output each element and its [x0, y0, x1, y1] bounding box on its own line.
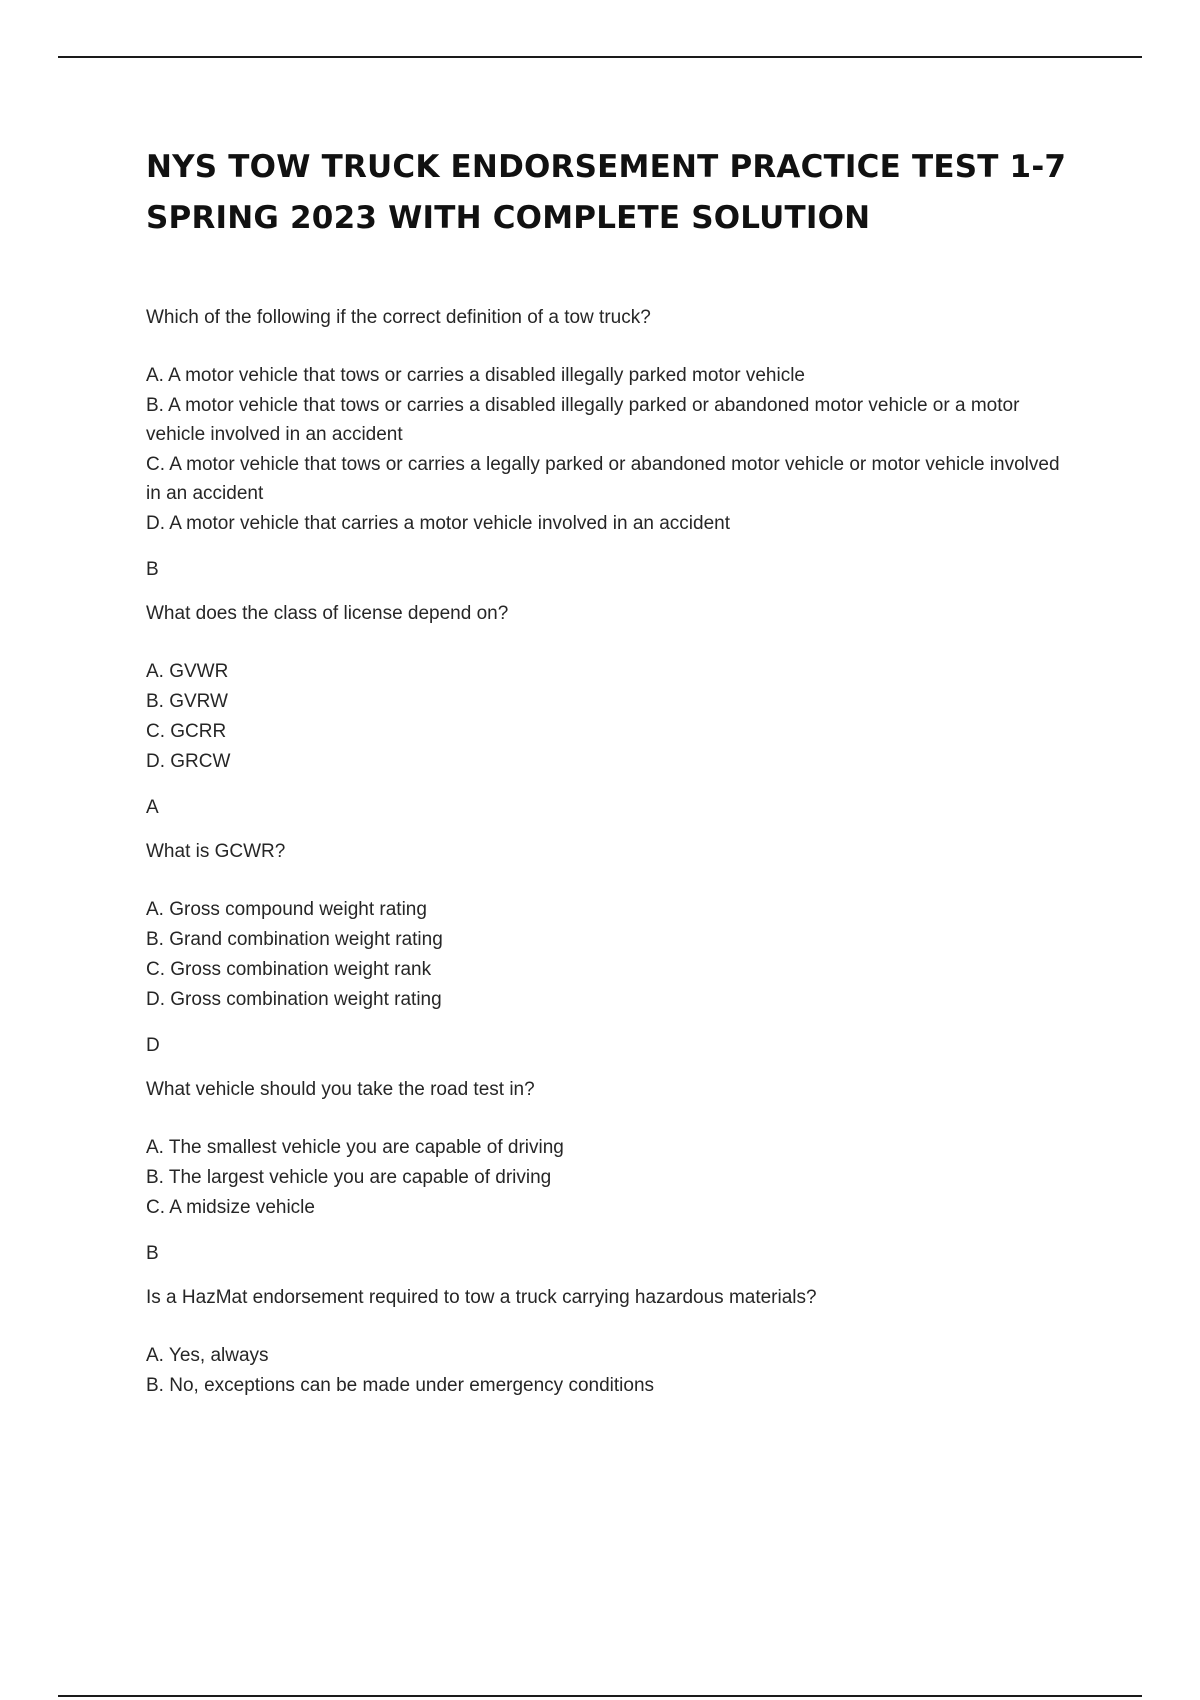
- question-text: Which of the following if the correct definition of a tow truck?: [146, 307, 651, 328]
- question-block: [146, 599, 1076, 822]
- top-rule: [58, 56, 1142, 58]
- option-item: B. A motor vehicle that tows or carries a disabled illegally parked or abandoned motor vehicle or a motor vehicle involved in an accident: [146, 395, 1020, 445]
- question-block: [146, 303, 1076, 584]
- option-item: C. Gross combination weight rank: [146, 959, 432, 980]
- question-text: What vehicle should you take the road test in?: [146, 1079, 535, 1100]
- question-text: What is GCWR?: [146, 841, 286, 862]
- answer-text: B: [146, 1243, 159, 1264]
- option-item: C. GCRR: [146, 721, 227, 742]
- option-item: A. GVWR: [146, 661, 229, 682]
- option-list: [146, 895, 1076, 1014]
- option-item: A. The smallest vehicle you are capable of driving: [146, 1137, 564, 1158]
- option-item: C. A motor vehicle that tows or carries a legally parked or abandoned motor vehicle or motor vehicle involved in an accident: [146, 454, 1060, 504]
- answer-text: A: [146, 797, 159, 818]
- option-item: A. Yes, always: [146, 1345, 269, 1366]
- option-list: [146, 361, 1076, 538]
- option-item: D. Gross combination weight rating: [146, 989, 442, 1010]
- option-item: C. A midsize vehicle: [146, 1197, 315, 1218]
- question-text: Is a HazMat endorsement required to tow a truck carrying hazardous materials?: [146, 1287, 817, 1308]
- option-list: [146, 1133, 1076, 1222]
- option-item: D. GRCW: [146, 751, 231, 772]
- option-item: A. Gross compound weight rating: [146, 899, 427, 920]
- option-item: A. A motor vehicle that tows or carries a disabled illegally parked motor vehicle: [146, 365, 805, 386]
- question-block: [146, 1075, 1076, 1268]
- option-item: D. A motor vehicle that carries a motor vehicle involved in an accident: [146, 513, 731, 534]
- option-item: B. Grand combination weight rating: [146, 929, 443, 950]
- option-list: [146, 1341, 1076, 1400]
- question-block: [146, 1283, 1076, 1400]
- option-list: [146, 657, 1076, 776]
- option-item: B. No, exceptions can be made under emergency conditions: [146, 1375, 655, 1396]
- option-item: B. GVRW: [146, 691, 228, 712]
- document-title: NYS TOW TRUCK ENDORSEMENT PRACTICE TEST 1-7 SPRING 2023 WITH COMPLETE SOLUTION: [146, 149, 1067, 236]
- bottom-rule: [58, 1695, 1142, 1697]
- option-item: B. The largest vehicle you are capable of driving: [146, 1167, 552, 1188]
- answer-text: B: [146, 559, 159, 580]
- answer-text: D: [146, 1035, 160, 1056]
- question-block: [146, 837, 1076, 1060]
- question-list: [146, 303, 1076, 1401]
- question-text: What does the class of license depend on?: [146, 603, 509, 624]
